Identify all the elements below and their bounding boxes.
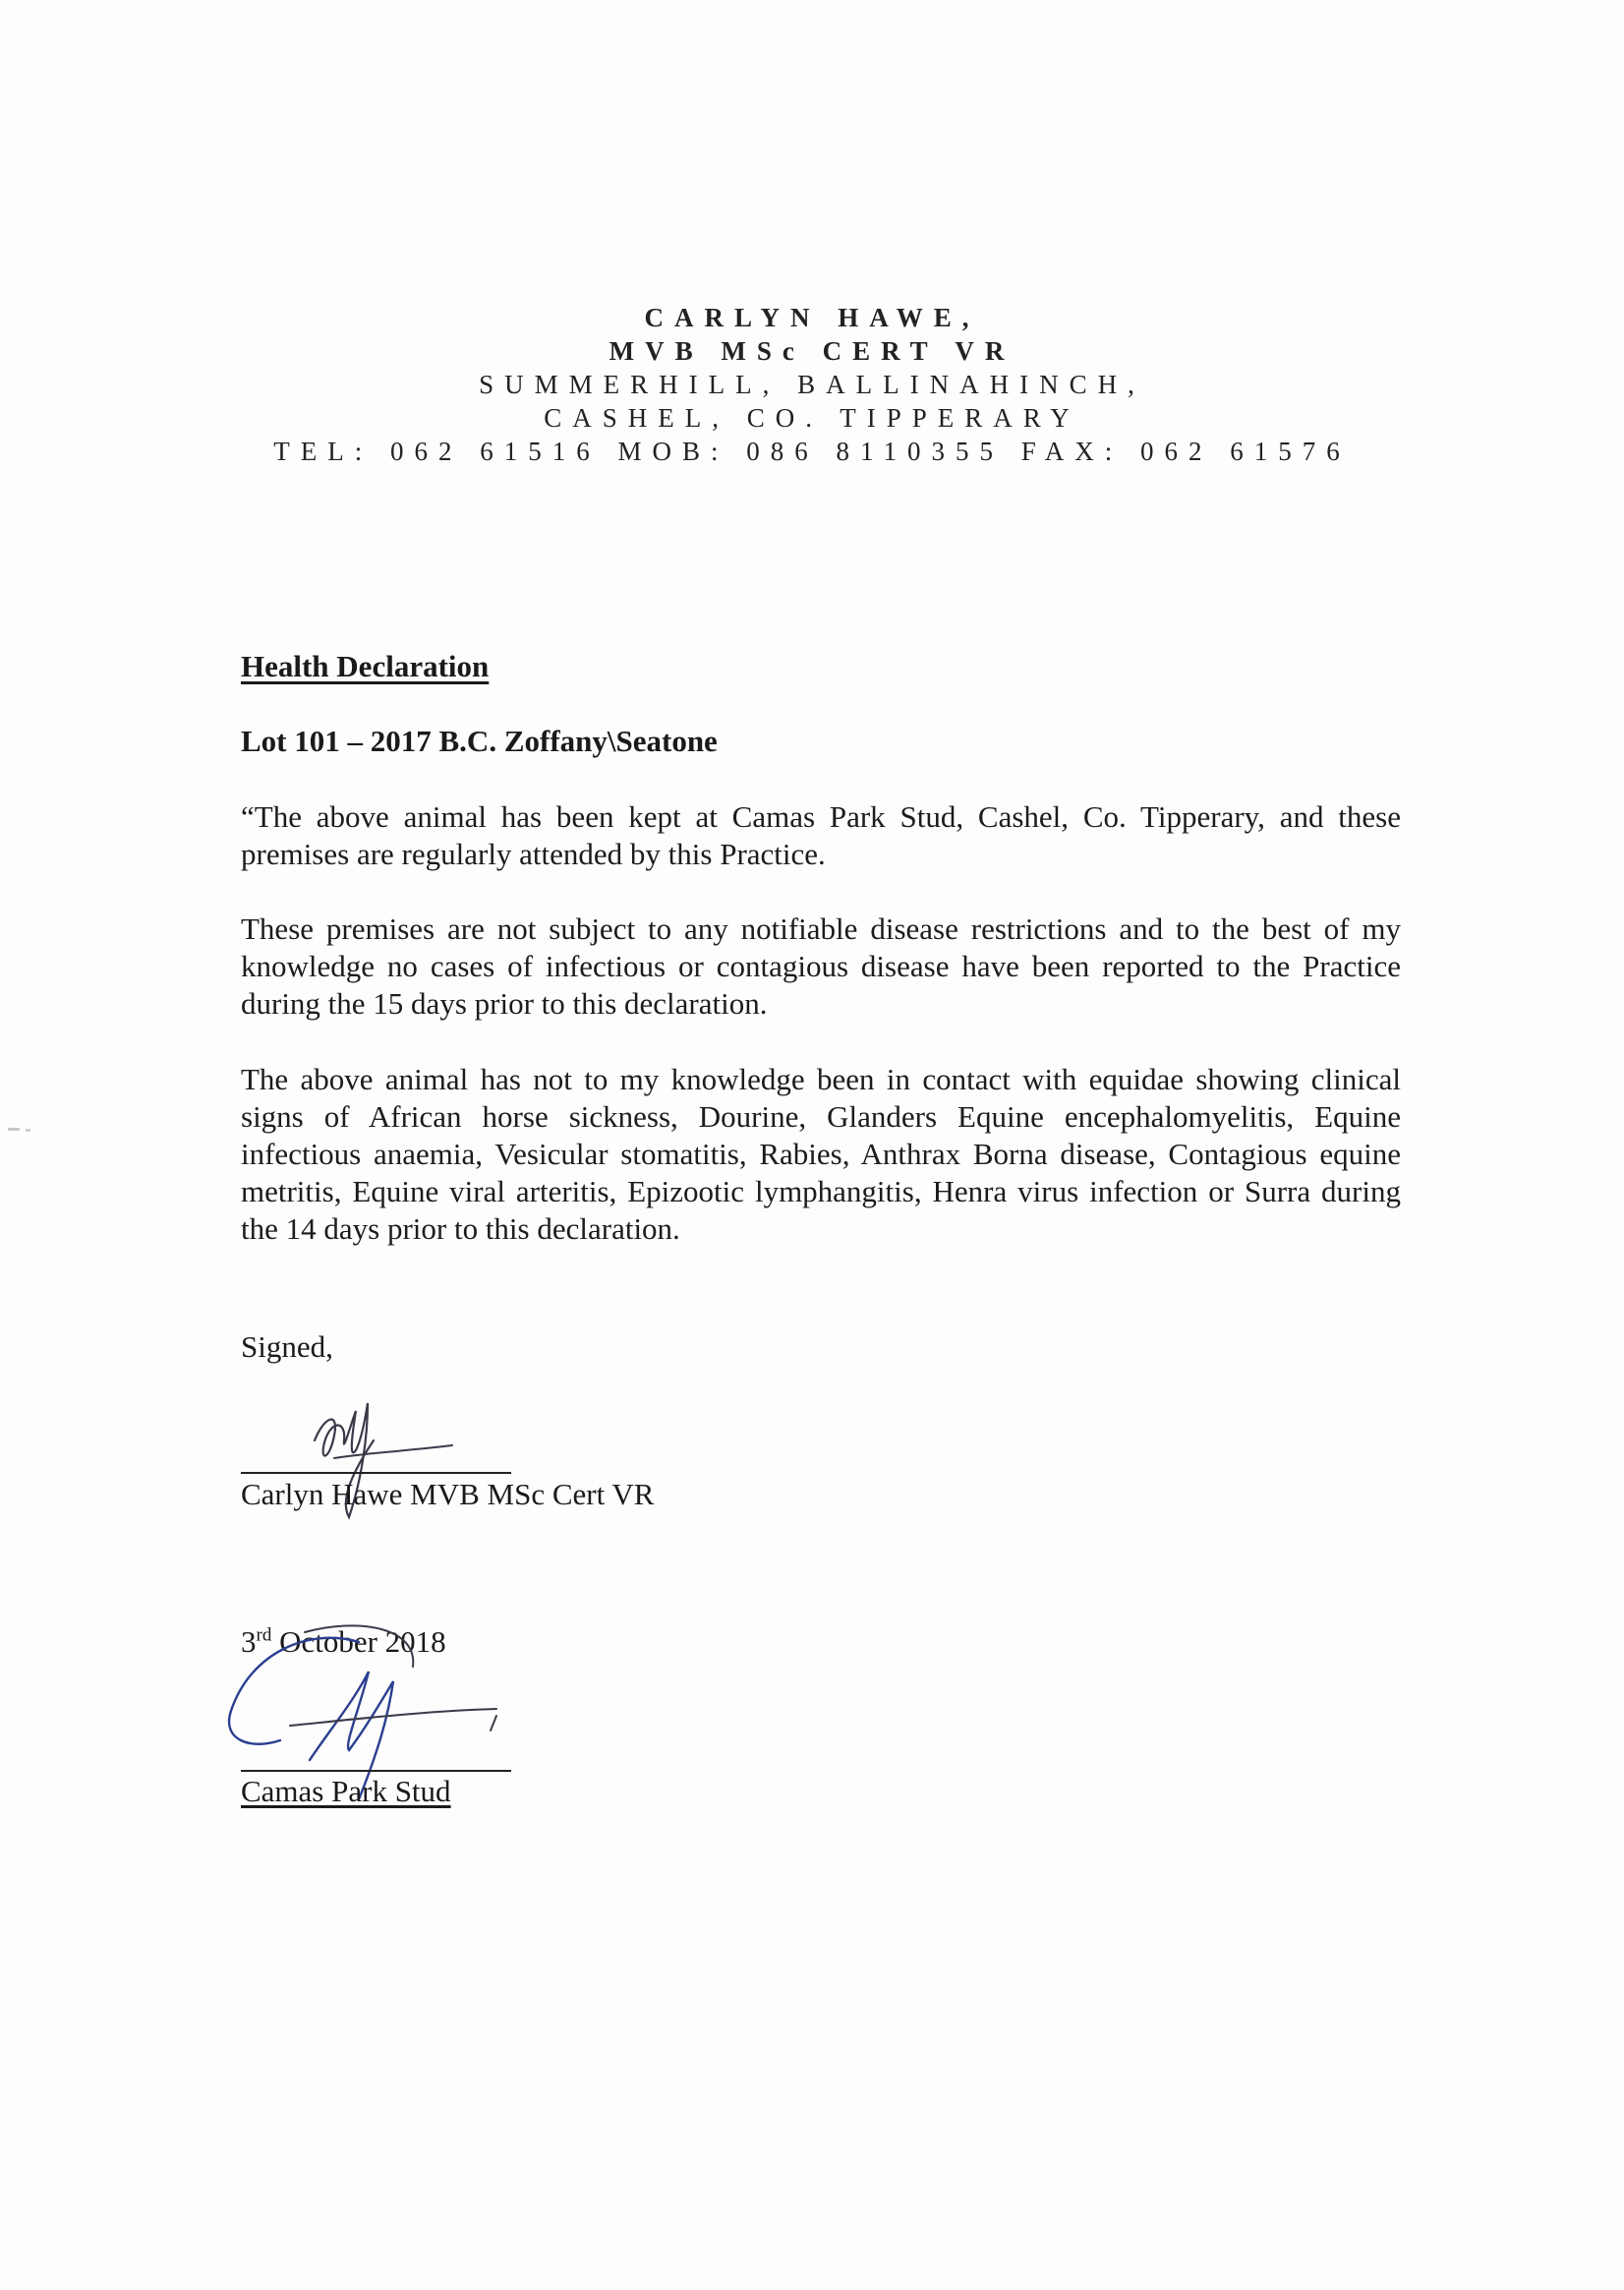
paragraph-restrictions: These premises are not subject to any notifiable disease restrictions and to the best of my knowledge no cases of infectious or contagious disease have been reported to the Practice during the 15 days prior to this declaration. bbox=[241, 911, 1401, 1021]
lot-title: Lot 101 – 2017 B.C. Zoffany\Seatone bbox=[241, 724, 718, 758]
date-day: 3 bbox=[241, 1624, 257, 1659]
stud-name: Camas Park Stud bbox=[241, 1774, 451, 1808]
paragraph-premises: “The above animal has been kept at Camas Park Stud, Cashel, Co. Tipperary, and these premises are regularly attended by this Practice. bbox=[241, 799, 1401, 871]
signature-line-stud bbox=[241, 1770, 511, 1772]
letterhead-qualifications: MVB MSc CERT VR bbox=[609, 336, 1015, 366]
document-heading: Health Declaration bbox=[241, 649, 490, 683]
letterhead bbox=[0, 301, 1624, 468]
letterhead-address-line2: CASHEL, CO. TIPPERARY bbox=[544, 403, 1080, 433]
letterhead-contact: TEL: 062 61516 MOB: 086 8110355 FAX: 062 61576 bbox=[273, 437, 1351, 466]
paragraph-contact: The above animal has not to my knowledge been in contact with equidae showing clinical signs of African horse sickness, Dourine, Glanders Equine encephalomyelitis, Equine infectious anaemia, Vesicular stomatitis, Rabies, Anthrax Borna disease, Contagious equine metritis, Equine viral arteritis, Epizootic lymphangitis, Henra virus infection or Surra during the 14 days prior to this declaration. bbox=[241, 1062, 1401, 1246]
letterhead-address-line1: SUMMERHILL, BALLINAHINCH, bbox=[479, 370, 1145, 399]
letterhead-name: CARLYN HAWE, bbox=[644, 303, 980, 332]
date-suffix: rd bbox=[256, 1624, 272, 1646]
scan-artifact bbox=[8, 1127, 33, 1133]
date-rest: October 2018 bbox=[271, 1624, 446, 1659]
signature-line-vet bbox=[241, 1472, 511, 1474]
signed-label: Signed, bbox=[241, 1329, 333, 1364]
signer-name: Carlyn Hawe MVB MSc Cert VR bbox=[241, 1477, 655, 1511]
